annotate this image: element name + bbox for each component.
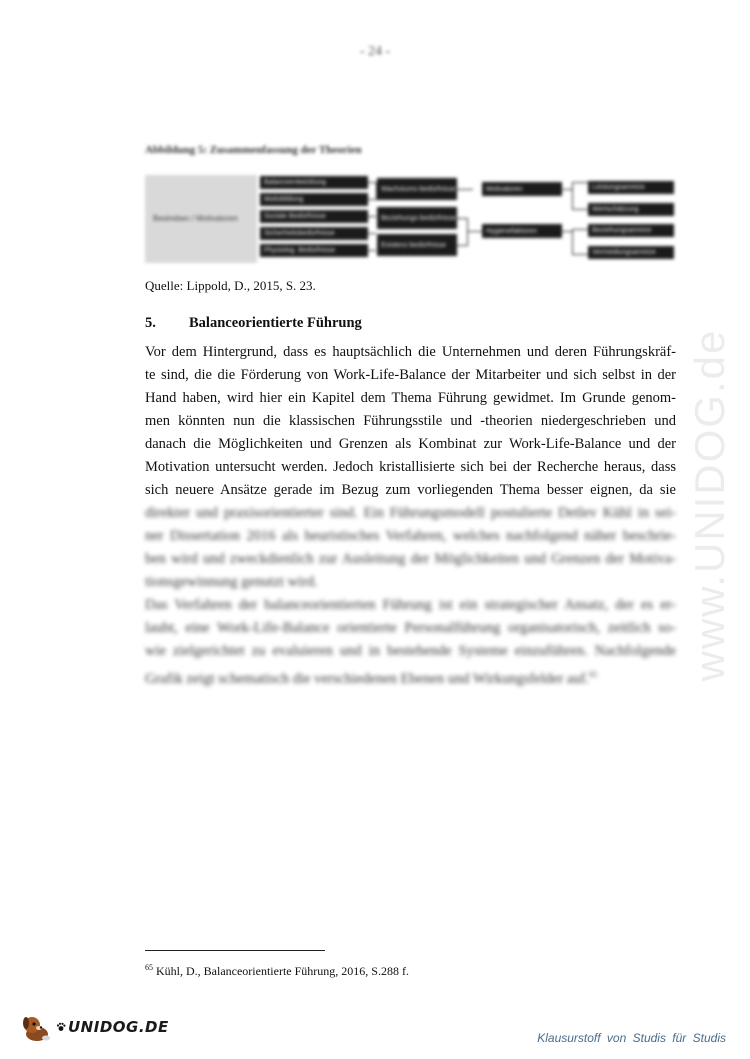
- body-line: danach die Möglichkeiten und Grenzen als Kombinat zur Work-Life-Balance und der: [145, 436, 676, 452]
- blurred-line: Das Verfahren der balanceorientierten Führung ist ein strategischer Ansatz, der es er-: [145, 597, 676, 613]
- footnote-text: Kühl, D., Balanceorientierte Führung, 2016, S.288 f.: [156, 964, 409, 978]
- footer-tagline: Klausurstoff von Studis für Studis: [537, 1031, 726, 1045]
- footnote-number: 65: [145, 963, 153, 972]
- page-number: - 24 -: [359, 44, 391, 59]
- diagram-col2-box: Beziehungs-bedürfnisse: [377, 207, 457, 229]
- body-line: men könnten nun die klassischen Führungsstile und -theorien niedergeschrieben und: [145, 413, 676, 429]
- diagram-col1-box: Balanceentwicklung: [260, 176, 368, 189]
- section-number: 5.: [145, 315, 156, 331]
- blurred-line: ner Dissertation 2016 als heuristisches Verfahren, welches nachfolgend näher beschrie-: [145, 528, 676, 544]
- watermark: [660, 280, 750, 730]
- watermark-text: www.UNIDOG.de: [686, 328, 733, 682]
- diagram-col1-box: Soziale Bedürfnisse: [260, 210, 368, 223]
- blurred-line: ben wird und zweckdienlich zur Ausleitung der Möglichkeiten und Grenzen der Motiva-: [145, 551, 676, 567]
- footnote: [145, 963, 409, 979]
- section-title: Balanceorientierte Führung: [189, 315, 362, 331]
- body-line: Motivation untersucht werden. Jedoch kristallisierte sich bei der Recherche heraus, dass: [145, 459, 676, 475]
- blurred-line: Grafik zeigt schematisch die verschiedenen Ebenen und Wirkungsfelder auf.$^{65}$: [145, 670, 598, 687]
- unidog-logo[interactable]: [20, 1012, 169, 1042]
- diagram-col2-box: Wachstums-bedürfnisse: [377, 178, 457, 200]
- diagram-col1-box: Physiolog. Bedürfnisse: [260, 244, 368, 257]
- logo-text: UNIDOG.DE: [68, 1018, 169, 1036]
- diagram-col1-box: Sicherheitsbedürfnisse: [260, 227, 368, 240]
- paw-icon: [56, 1022, 66, 1032]
- dog-mascot-icon: [20, 1012, 54, 1042]
- diagram-col3-box: Hygienefaktoren: [482, 224, 562, 238]
- blurred-line: direkter und praxisorientierter sind. Ein Führungsmodell postulierte Detlev Kühl in sei-: [145, 505, 676, 521]
- body-line: Vor dem Hintergrund, dass es hauptsächlich die Unternehmen und deren Führungskräf-: [145, 344, 676, 360]
- blurred-line: wie zielgerichtet zu evaluieren und in bestehende Systeme einzuführen. Nachfolgende: [145, 643, 676, 659]
- figure-caption: Abbildung 5: Zusammenfassung der Theorien: [145, 144, 362, 156]
- body-line: te sind, die die Förderung von Work-Life-Balance der Mitarbeiter und sich selbst in der: [145, 367, 676, 383]
- section-heading: [145, 315, 362, 332]
- diagram-left-box: Bestreben / Motivatoren: [145, 175, 257, 263]
- diagram-col1-box: Motivbildung: [260, 193, 368, 206]
- diagram-col4-box: Leistungsanreize: [588, 181, 674, 194]
- diagram-col4-box: Wertschätzung: [588, 203, 674, 216]
- diagram-col4-box: Beziehungsanreize: [588, 224, 674, 237]
- diagram-col3-box: Motivatoren: [482, 182, 562, 196]
- diagram-col4-box: Vermeidungsanreize: [588, 246, 674, 259]
- blurred-line: laubt, eine Work-Life-Balance orientierte Personalführung organisatorisch, zeitlich so-: [145, 620, 676, 636]
- blurred-line: tionsgewinnung genutzt wird.: [145, 574, 318, 590]
- diagram-col2-box: Existenz-bedürfnisse: [377, 234, 457, 256]
- figure-source: Quelle: Lippold, D., 2015, S. 23.: [145, 278, 316, 293]
- footnote-ref[interactable]: 65: [589, 670, 598, 679]
- body-text: [145, 341, 676, 691]
- body-line: Hand haben, wird hier ein Kapitel dem Thema Führung gewidmet. Im Grunde genom-: [145, 390, 676, 406]
- body-line: sich neuere Ansätze gerade im Bezug zum vorliegenden Thema besser eignen, da sie: [145, 482, 676, 498]
- figure-diagram: [145, 170, 675, 270]
- footnote-rule: [145, 950, 325, 951]
